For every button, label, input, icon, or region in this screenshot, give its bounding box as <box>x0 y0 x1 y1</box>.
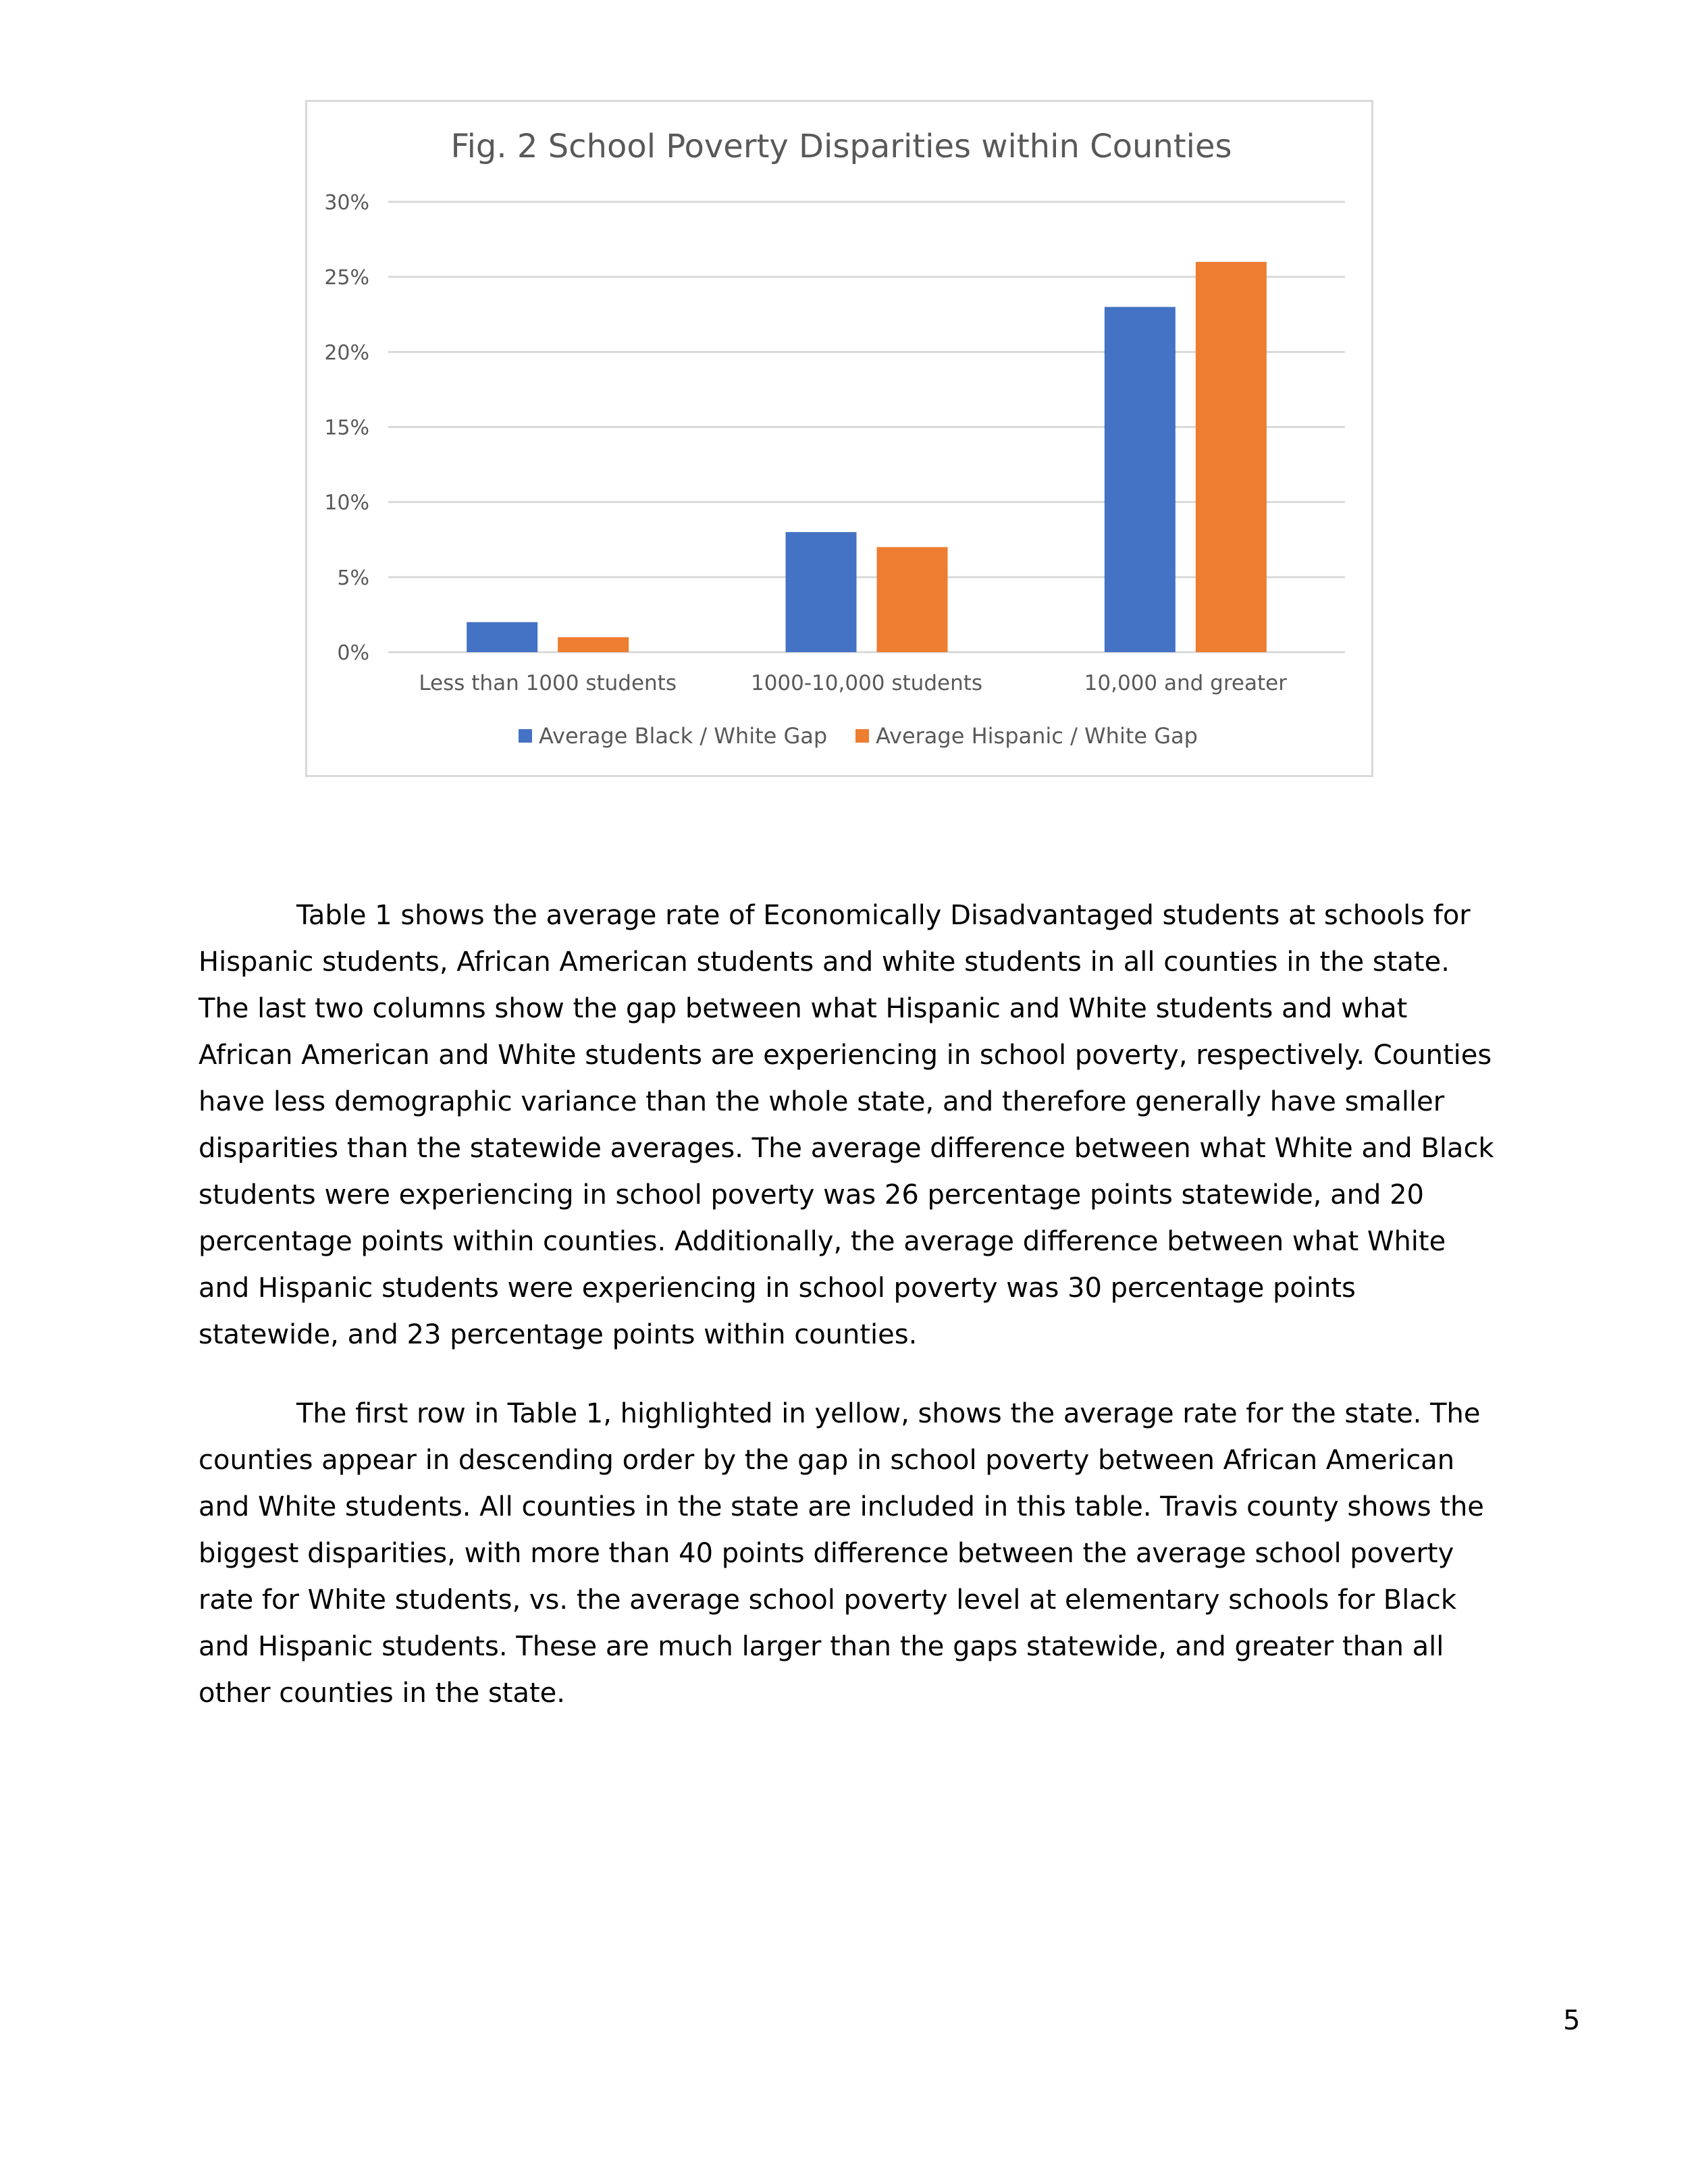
y-tick-label: 30% <box>324 191 369 215</box>
y-axis-ticks <box>324 191 369 665</box>
legend-label: Average Hispanic / White Gap <box>876 723 1198 749</box>
chart-container <box>305 100 1373 777</box>
bar-black-white-gap <box>1105 307 1176 652</box>
bar-hispanic-white-gap <box>1196 262 1267 652</box>
bar-black-white-gap <box>467 622 537 652</box>
legend-swatch <box>519 729 532 743</box>
x-category-label: 1000-10,000 students <box>750 671 983 695</box>
y-tick-label: 0% <box>337 641 369 665</box>
x-category-label: 10,000 and greater <box>1084 671 1287 695</box>
chart-title: Fig. 2 School Poverty Disparities within Counties <box>450 128 1232 165</box>
legend-label: Average Black / White Gap <box>539 723 828 749</box>
bar-black-white-gap <box>786 532 857 652</box>
legend-swatch <box>855 729 869 743</box>
y-tick-label: 25% <box>324 266 369 290</box>
paragraph-1: Table 1 shows the average rate of Economically Disadvantaged students at schools for Hispanic students, African American students and white students in all counties in the state. The last two columns show the gap between what Hispanic and White students and what African American and White students are experiencing in school poverty, respectively. Counties have less demographic variance than the whole state, and therefore generally have smaller disparities than the statewide averages. The average difference between what White and Black students were experiencing in school poverty was 26 percentage points statewide, and 20 percentage points within counties. Additionally, the average difference between what White and Hispanic students were experiencing in school poverty was 30 percentage points statewide, and 23 percentage points within counties. <box>199 900 1494 1350</box>
y-tick-label: 20% <box>324 341 369 365</box>
y-tick-label: 10% <box>324 491 369 515</box>
y-tick-label: 15% <box>324 416 369 440</box>
page-number: 5 <box>1563 2005 1581 2036</box>
y-tick-label: 5% <box>337 566 369 590</box>
body-text <box>199 893 1502 1749</box>
bar-chart <box>307 102 1375 779</box>
legend <box>519 723 1198 749</box>
paragraph-2: The first row in Table 1, highlighted in yellow, shows the average rate for the state. The counties appear in descending order by the gap in school poverty between African American and White students. All counties in the state are included in this table. Travis county shows the biggest disparities, with more than 40 points difference between the average school poverty rate for White students, vs. the average school poverty level at elementary schools for Black and Hispanic students. These are much larger than the gaps statewide, and greater than all other counties in the state. <box>199 1398 1484 1709</box>
bar-hispanic-white-gap <box>877 547 948 652</box>
x-category-label: Less than 1000 students <box>419 671 677 695</box>
bars <box>467 262 1267 652</box>
bar-hispanic-white-gap <box>558 637 629 652</box>
x-axis-categories <box>419 671 1287 695</box>
